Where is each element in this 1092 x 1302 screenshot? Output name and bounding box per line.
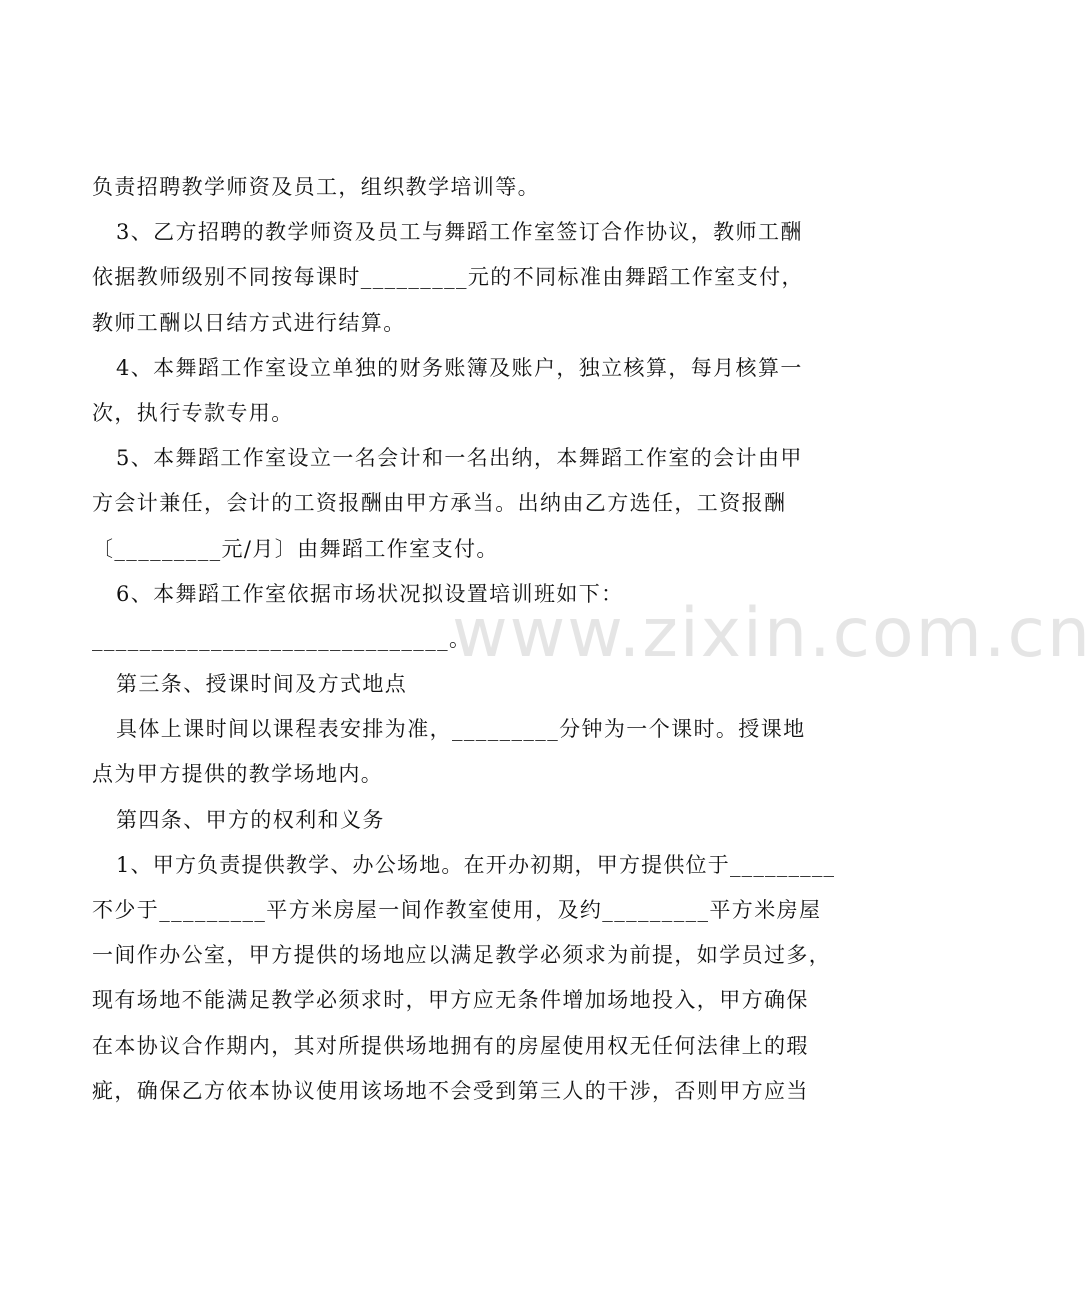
paragraph-line: 具体上课时间以课程表安排为准，_________分钟为一个课时。授课地 (116, 717, 806, 742)
paragraph-line: 一间作办公室，甲方提供的场地应以满足教学必须求为前提，如学员过多， (92, 943, 832, 968)
paragraph-line: 5、本舞蹈工作室设立一名会计和一名出纳，本舞蹈工作室的会计由甲 (116, 446, 803, 471)
section-heading: 第三条、授课时间及方式地点 (116, 672, 408, 697)
paragraph-line: 教师工酬以日结方式进行结算。 (92, 310, 406, 335)
paragraph-line: 依据教师级别不同按每课时_________元的不同标准由舞蹈工作室支付， (92, 265, 804, 290)
paragraph-line: ______________________________。 (92, 626, 472, 651)
paragraph-line: 负责招聘教学师资及员工，组织教学培训等。 (92, 175, 540, 199)
paragraph-line: 不少于_________平方米房屋一间作教室使用，及约_________平方米房屋 (92, 898, 822, 922)
paragraph-line: 疵，确保乙方依本协议使用该场地不会受到第三人的干涉，否则甲方应当 (92, 1078, 809, 1103)
paragraph-line: 6、本舞蹈工作室依据市场状况拟设置培训班如下： (116, 581, 624, 606)
paragraph-line: 次，执行专款专用。 (92, 400, 294, 425)
paragraph-line: 在本协议合作期内，其对所提供场地拥有的房屋使用权无任何法律上的瑕 (92, 1033, 809, 1058)
paragraph-line: 点为甲方提供的教学场地内。 (92, 762, 384, 787)
paragraph-line: 1、甲方负责提供教学、办公场地。在开办初期，甲方提供位于_________ (116, 852, 836, 877)
paragraph-line: 〔_________元/月〕由舞蹈工作室支付。 (92, 536, 499, 561)
document-body (92, 165, 838, 1114)
watermark-text: www.zixin.com.cn (452, 594, 1092, 673)
paragraph-line: 3、乙方招聘的教学师资及员工与舞蹈工作室签订合作协议，教师工酬 (116, 220, 803, 245)
section-heading: 第四条、甲方的权利和义务 (116, 807, 385, 832)
paragraph-line: 4、本舞蹈工作室设立单独的财务账簿及账户，独立核算，每月核算一 (116, 355, 803, 380)
paragraph-line: 方会计兼任，会计的工资报酬由甲方承当。出纳由乙方选任，工资报酬 (92, 491, 787, 516)
paragraph-line: 现有场地不能满足教学必须求时，甲方应无条件增加场地投入，甲方确保 (92, 988, 809, 1013)
